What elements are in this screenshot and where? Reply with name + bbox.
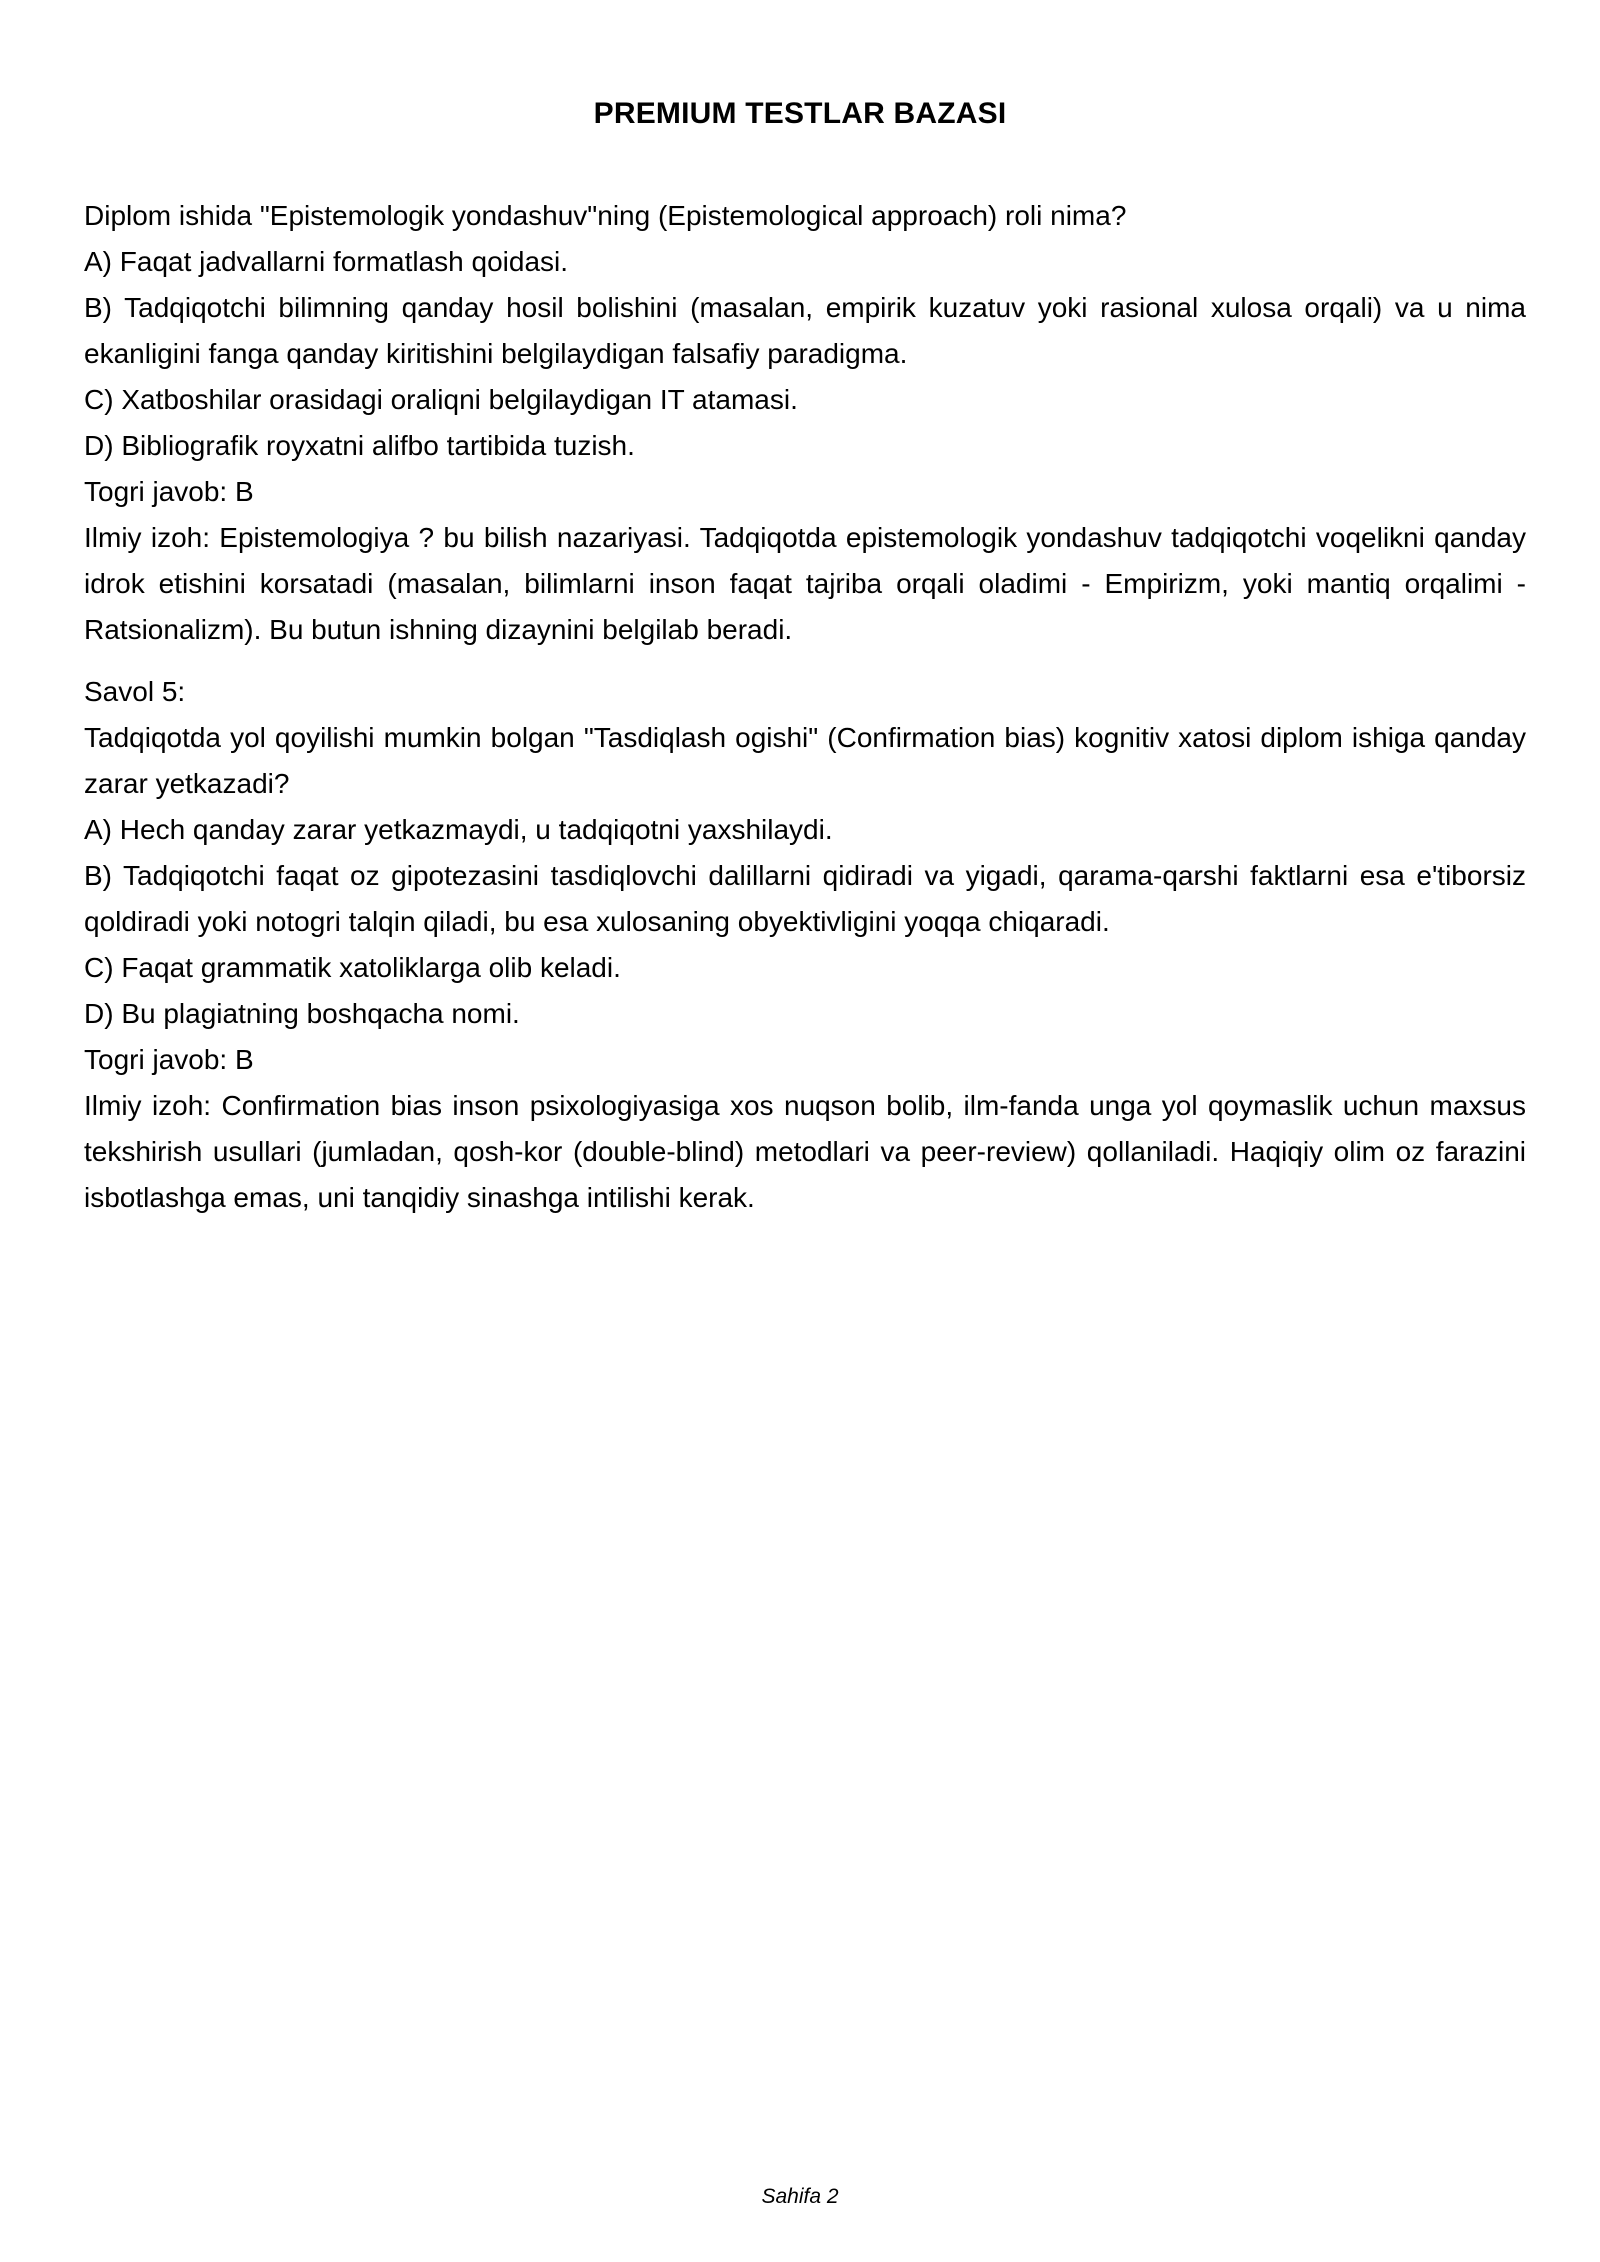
option-a: A) Hech qanday zarar yetkazmaydi, u tadqiqotni yaxshilaydi. bbox=[84, 814, 833, 845]
question-block-5 bbox=[84, 669, 1526, 1221]
option-b: B) Tadqiqotchi bilimning qanday hosil bolishini (masalan, empirik kuzatuv yoki rasional xulosa orqali) va u nima ekanligini fanga qanday kiritishini belgilaydigan falsafiy paradigma. bbox=[84, 292, 1526, 369]
correct-answer: Togri javob: B bbox=[84, 476, 254, 507]
question-text: Diplom ishida "Epistemologik yondashuv"ning (Epistemological approach) roli nima? bbox=[84, 200, 1127, 231]
option-c: C) Faqat grammatik xatoliklarga olib keladi. bbox=[84, 952, 621, 983]
option-d: D) Bu plagiatning boshqacha nomi. bbox=[84, 998, 520, 1029]
option-b: B) Tadqiqotchi faqat oz gipotezasini tasdiqlovchi dalillarni qidiradi va yigadi, qarama-qarshi faktlarni esa e'tiborsiz qoldiradi yoki notogri talqin qiladi, bu esa xulosaning obyektivligini yoqqa chiqaradi. bbox=[84, 860, 1526, 937]
scientific-explanation: Ilmiy izoh: Epistemologiya ? bu bilish nazariyasi. Tadqiqotda epistemologik yondashuv tadqiqotchi voqelikni qanday idrok etishini korsatadi (masalan, bilimlarni inson faqat tajriba orqali oladimi - Empirizm, yoki mantiq orqalimi - Ratsionalizm). Bu butun ishning dizaynini belgilab beradi. bbox=[84, 522, 1526, 645]
option-c: C) Xatboshilar orasidagi oraliqni belgilaydigan IT atamasi. bbox=[84, 384, 798, 415]
correct-answer: Togri javob: B bbox=[84, 1044, 254, 1075]
spacer bbox=[84, 653, 1526, 669]
page-title: PREMIUM TESTLAR BAZASI bbox=[593, 97, 1007, 130]
option-d: D) Bibliografik royxatni alifbo tartibida tuzish. bbox=[84, 430, 635, 461]
option-a: A) Faqat jadvallarni formatlash qoidasi. bbox=[84, 246, 569, 277]
question-text: Tadqiqotda yol qoyilishi mumkin bolgan "Tasdiqlash ogishi" (Confirmation bias) kognitiv xatosi diplom ishiga qanday zarar yetkazadi? bbox=[84, 722, 1526, 799]
document-body bbox=[84, 193, 1526, 1221]
question-block-4 bbox=[84, 193, 1526, 653]
scientific-explanation: Ilmiy izoh: Confirmation bias inson psixologiyasiga xos nuqson bolib, ilm-fanda unga yol qoymaslik uchun maxsus tekshirish usullari (jumladan, qosh-kor (double-blind) metodlari va peer-review) qollaniladi. Haqiqiy olim oz farazini isbotlashga emas, uni tanqidiy sinashga intilishi kerak. bbox=[84, 1090, 1526, 1213]
question-heading: Savol 5: bbox=[84, 676, 186, 707]
page-number: Sahifa 2 bbox=[761, 2185, 839, 2208]
